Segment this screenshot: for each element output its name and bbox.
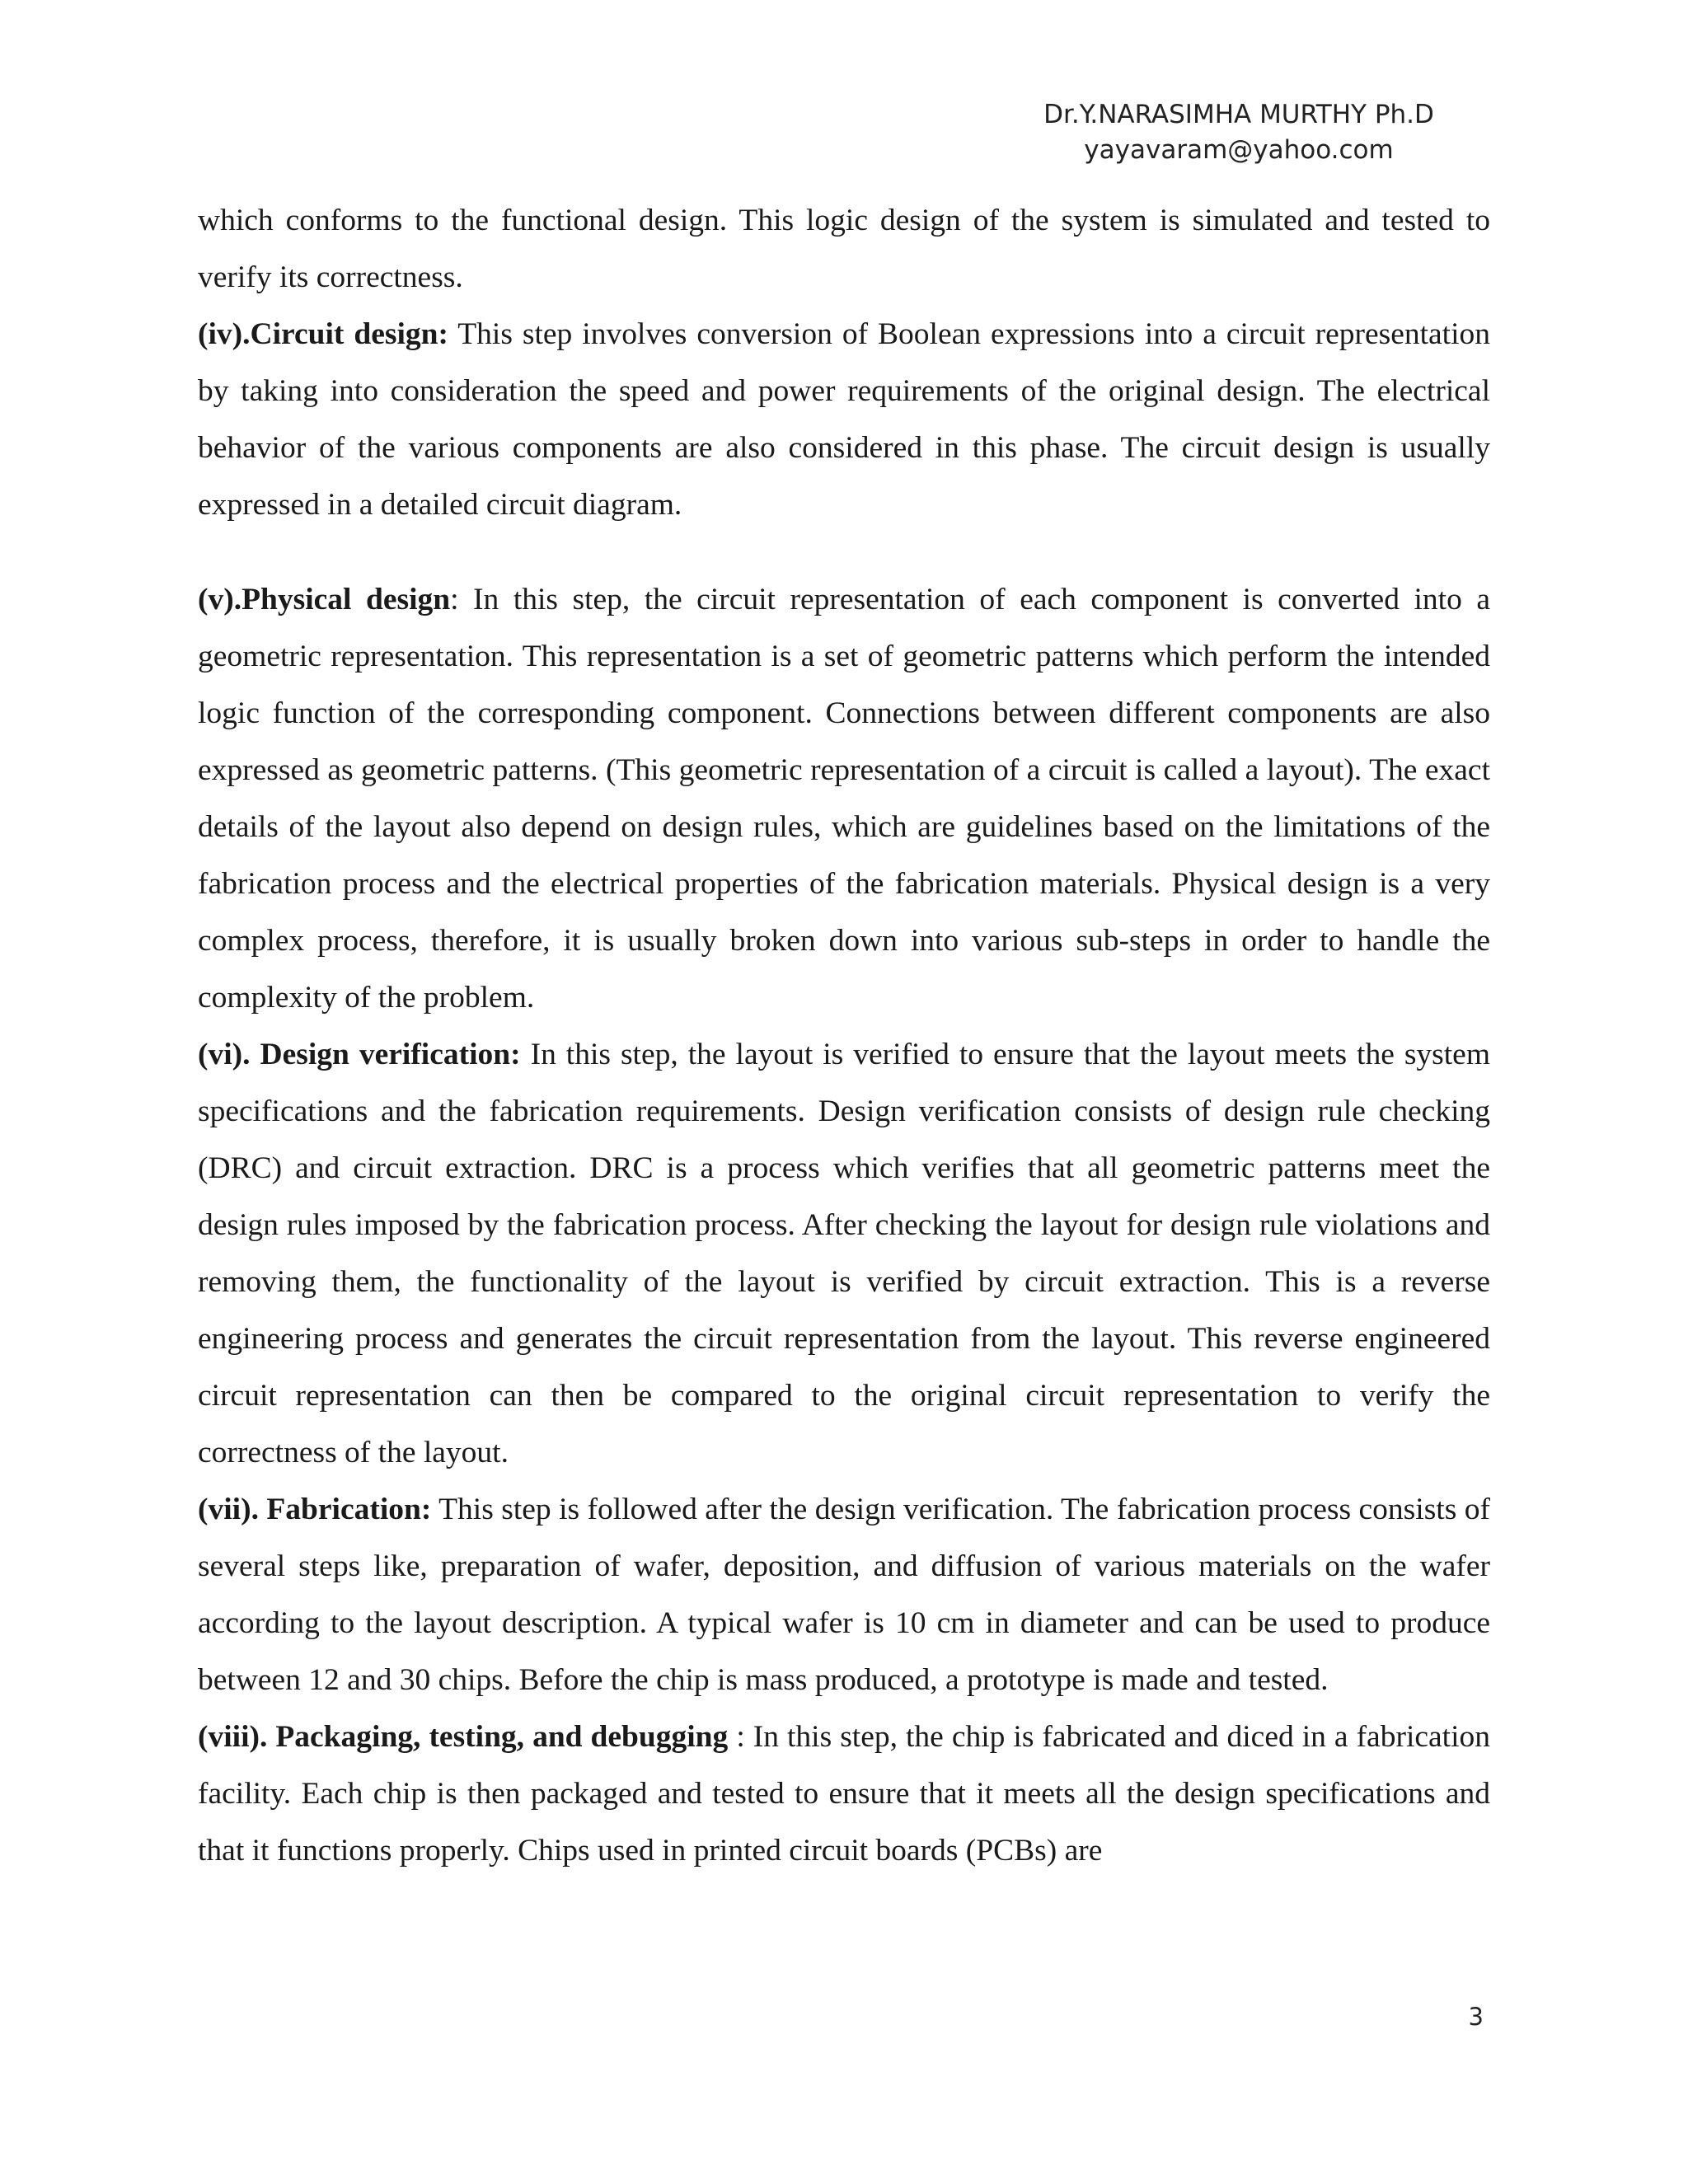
section-heading: (v).Physical design (198, 583, 451, 616)
section-physical-design (198, 571, 1490, 1026)
author-email: yayavaram@yahoo.com (1084, 135, 1394, 165)
section-text: This step involves conversion of Boolean expressions into a circuit representation by taking into consideration the speed and power requirements of the original design. The electrical behavior of the various components are also considered in this phase. The circuit design is usually expressed in a detailed circuit diagram. (198, 317, 1490, 522)
section-text: : In this step, the chip is fabricated and diced in a fabrication facility. Each chip is then packaged and tested to ensure that it meets all the design specifications and that it functions properly. Chips used in printed circuit boards (PCBs) are (198, 1720, 1490, 1868)
intro-paragraph: which conforms to the functional design. This logic design of the system is simulated and tested to verify its correctness. (198, 204, 1490, 294)
section-heading: (vii). Fabrication: (198, 1493, 432, 1526)
section-text: : In this step, the circuit representation of each component is converted into a geometric representation. This representation is a set of geometric patterns which perform the intended logic function of the corresponding component. Connections between different components are also expressed as geometric patterns. (This geometric representation of a circuit is called a layout). The exact details of the layout also depend on design rules, which are guidelines based on the limitations of the fabrication process and the electrical properties of the fabrication materials. Physical design is a very complex process, therefore, it is usually broken down into various sub-steps in order to handle the complexity of the problem. (198, 583, 1490, 1015)
author-name: Dr.Y.NARASIMHA MURTHY Ph.D (1043, 100, 1434, 129)
section-heading: (vi). Design verification: (198, 1038, 521, 1071)
page-header (971, 97, 1507, 168)
document-body (198, 192, 1490, 1879)
page-number: 3 (1468, 2003, 1484, 2031)
section-circuit-design (198, 306, 1490, 533)
section-design-verification (198, 1026, 1490, 1481)
section-packaging (198, 1708, 1490, 1879)
section-text: This step is followed after the design verification. The fabrication process consists of several steps like, preparation of wafer, deposition, and diffusion of various materials on the wafer according to the layout description. A typical wafer is 10 cm in diameter and can be used to produce between 12 and 30 chips. Before the chip is mass produced, a prototype is made and tested. (198, 1493, 1490, 1697)
section-fabrication (198, 1481, 1490, 1708)
section-heading: (viii). Packaging, testing, and debugging (198, 1720, 729, 1754)
section-text: In this step, the layout is verified to ensure that the layout meets the system specifications and the fabrication requirements. Design verification consists of design rule checking (DRC) and circuit extraction. DRC is a process which verifies that all geometric patterns meet the design rules imposed by the fabrication process. After checking the layout for design rule violations and removing them, the functionality of the layout is verified by circuit extraction. This is a reverse engineering process and generates the circuit representation from the layout. This reverse engineered circuit representation can then be compared to the original circuit representation to verify the correctness of the layout. (198, 1038, 1490, 1469)
section-heading: (iv).Circuit design: (198, 317, 448, 351)
